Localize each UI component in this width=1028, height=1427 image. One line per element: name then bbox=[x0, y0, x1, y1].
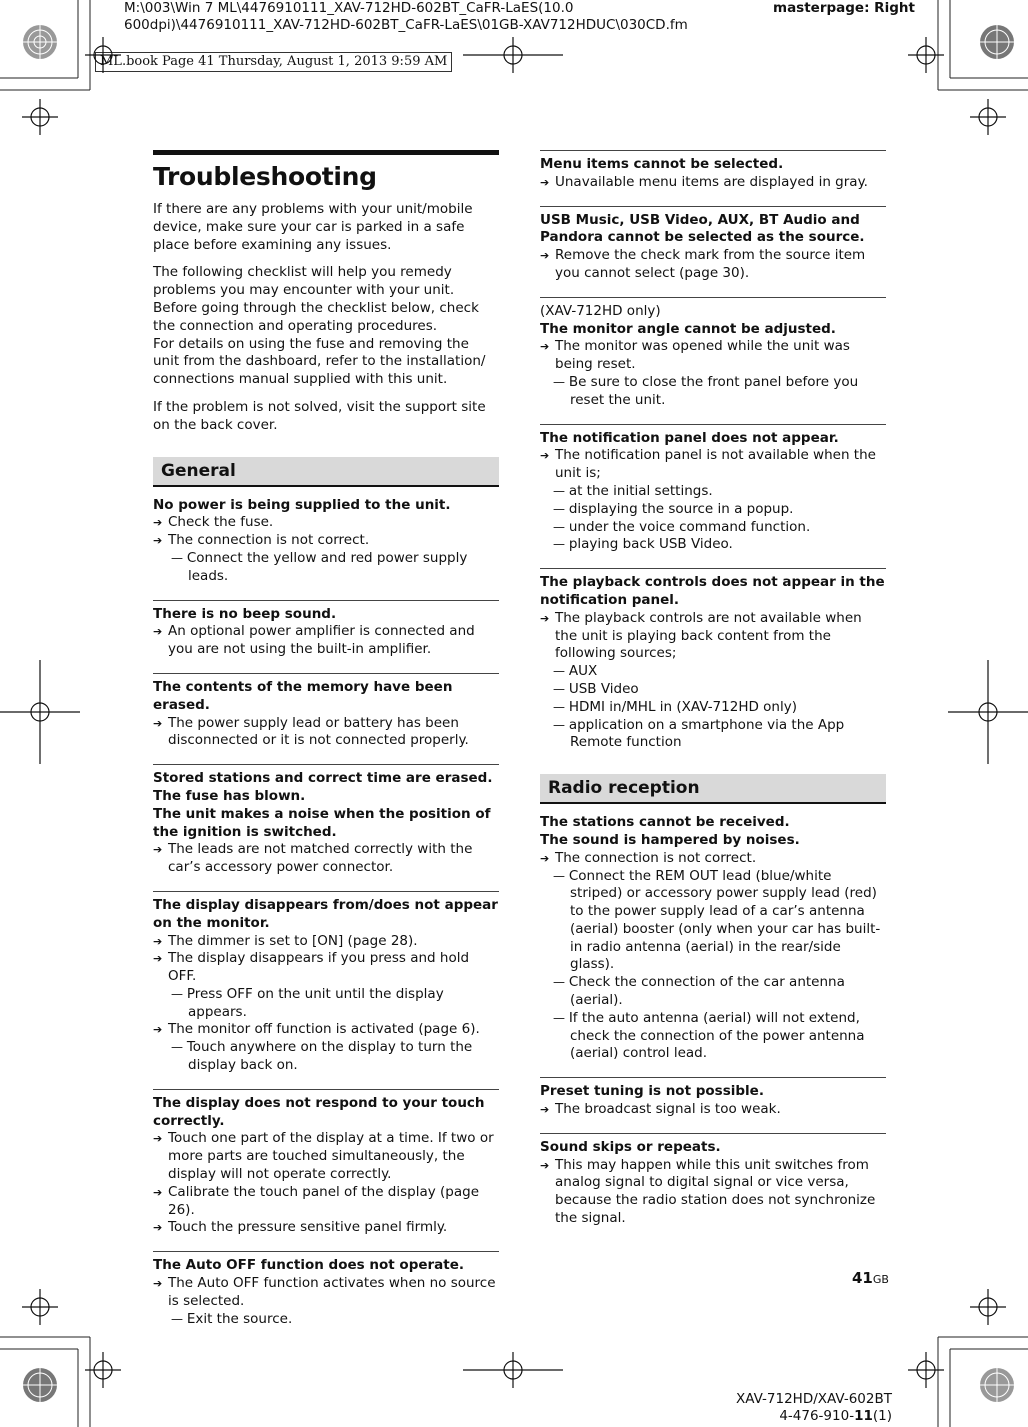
sub-remedy-line: — displaying the source in a popup. bbox=[553, 500, 794, 517]
problem-heading: The playback controls does not appear in the notification panel. bbox=[540, 574, 885, 608]
footer-code: 4-476-910-11(1) bbox=[779, 1408, 892, 1424]
sub-remedy-line: — playing back USB Video. bbox=[553, 536, 733, 553]
arrow-icon: ➔ bbox=[153, 1185, 163, 1199]
sub-remedy-line: — USB Video bbox=[553, 680, 639, 697]
registration-mark bbox=[977, 1365, 1017, 1405]
sub-remedy-line: — HDMI in/MHL in (XAV-712HD only) bbox=[553, 698, 797, 715]
sub-remedy-line: — under the voice command function. bbox=[553, 518, 811, 535]
dash-icon: — bbox=[171, 1311, 187, 1326]
sub-remedy-line: — Connect the REM OUT lead (blue/white striped) or accessory power supply lead (red) to the power supply lead of a car’s antenna (aerial) booster (only when your car has built-in radio antenna (aerial) in the rear/side glass). bbox=[553, 867, 881, 973]
general-items bbox=[153, 497, 499, 1329]
remedy-line: ➔The dimmer is set to [ON] (page 28). bbox=[153, 932, 418, 949]
remedy-line: ➔The monitor was opened while the unit was being reset. bbox=[540, 338, 850, 373]
dash-icon: — bbox=[553, 717, 569, 732]
dash-icon: — bbox=[553, 374, 569, 389]
remedy-line: ➔Remove the check mark from the source item you cannot select (page 30). bbox=[540, 247, 866, 281]
section-heading-radio: Radio reception bbox=[540, 774, 886, 804]
registration-mark bbox=[20, 22, 60, 62]
problem-heading: No power is being supplied to the unit. bbox=[153, 496, 451, 513]
sub-remedy-line: — Be sure to close the front panel before you reset the unit. bbox=[553, 373, 859, 408]
problem-heading: The display disappears from/does not appear on the monitor. bbox=[153, 896, 498, 931]
sub-remedy-line: — Connect the yellow and red power supply leads. bbox=[171, 549, 468, 584]
sub-remedy-line: — If the auto antenna (aerial) will not extend, check the connection of the power antenna (aerial) control lead. bbox=[553, 1009, 865, 1062]
trouble-item bbox=[153, 764, 499, 877]
dash-icon: — bbox=[553, 1010, 569, 1025]
remedy-line: ➔Touch one part of the display at a time. If two or more parts are touched simultaneously, the display will not operate correctly. bbox=[153, 1130, 494, 1183]
trouble-item bbox=[540, 1133, 886, 1228]
arrow-icon: ➔ bbox=[153, 1023, 163, 1037]
arrow-icon: ➔ bbox=[540, 611, 550, 625]
trouble-item bbox=[153, 1251, 499, 1328]
item-model-note: (XAV-712HD only) bbox=[540, 302, 661, 319]
dash-icon: — bbox=[553, 681, 569, 696]
arrow-icon: ➔ bbox=[153, 843, 163, 857]
sub-remedy-line: — at the initial settings. bbox=[553, 482, 713, 499]
intro-paragraph: If the problem is not solved, visit the support site on the back cover. bbox=[153, 398, 486, 433]
book-page-stamp: ML.book Page 41 Thursday, August 1, 2013 9:59 AM bbox=[95, 52, 452, 72]
arrow-icon: ➔ bbox=[153, 625, 163, 639]
remedy-line: ➔Calibrate the touch panel of the display (page 26). bbox=[153, 1183, 480, 1218]
header-masterpage: masterpage: Right bbox=[773, 0, 915, 16]
problem-heading: USB Music, USB Video, AUX, BT Audio and Pandora cannot be selected as the source. bbox=[540, 211, 865, 246]
trouble-item bbox=[540, 814, 886, 1063]
trouble-item bbox=[540, 1077, 886, 1119]
remedy-line: ➔The notification panel is not available when the unit is; bbox=[540, 447, 876, 482]
dash-icon: — bbox=[553, 699, 569, 714]
problem-heading: The monitor angle cannot be adjusted. bbox=[540, 320, 836, 337]
arrow-icon: ➔ bbox=[540, 1103, 550, 1117]
arrow-icon: ➔ bbox=[153, 952, 163, 966]
section-heading-general: General bbox=[153, 457, 499, 487]
left-column bbox=[153, 150, 499, 1328]
remedy-line: ➔The playback controls are not available when the unit is playing back content from the following sources; bbox=[540, 609, 862, 662]
trouble-item bbox=[540, 568, 886, 752]
dash-icon: — bbox=[553, 501, 569, 516]
intro-paragraph: The following checklist will help you remedy problems you may encounter with your unit. Before going through the checklist below, check the connection and operating procedures. For details on using the fuse and removing the unit from the dashboard, refer to the installation/ connections manual supplied with this unit. bbox=[153, 264, 486, 388]
trouble-item bbox=[153, 673, 499, 750]
remedy-line: ➔Unavailable menu items are displayed in gray. bbox=[540, 173, 868, 190]
dash-icon: — bbox=[171, 986, 187, 1001]
dash-icon: — bbox=[553, 868, 569, 883]
arrow-icon: ➔ bbox=[540, 340, 550, 354]
remedy-line: ➔The connection is not correct. bbox=[540, 849, 757, 866]
arrow-icon: ➔ bbox=[153, 516, 163, 530]
problem-heading: Menu items cannot be selected. bbox=[540, 156, 784, 172]
arrow-icon: ➔ bbox=[153, 934, 163, 948]
arrow-icon: ➔ bbox=[153, 1221, 163, 1235]
problem-heading: The Auto OFF function does not operate. bbox=[153, 1257, 465, 1274]
sub-remedy-line: — AUX bbox=[553, 663, 598, 680]
problem-heading: Preset tuning is not possible. bbox=[540, 1083, 764, 1100]
arrow-icon: ➔ bbox=[540, 249, 550, 263]
problem-heading: The notification panel does not appear. bbox=[540, 429, 839, 446]
trouble-item bbox=[540, 424, 886, 555]
sub-remedy-line: — Press OFF on the unit until the display appears. bbox=[171, 985, 444, 1020]
trouble-item bbox=[153, 497, 499, 586]
remedy-line: ➔This may happen while this unit switches from analog signal to digital signal or vice versa, because the radio station does not synchronize the signal. bbox=[540, 1156, 876, 1227]
dash-icon: — bbox=[553, 664, 569, 679]
problem-heading: The display does not respond to your touch correctly. bbox=[153, 1094, 485, 1129]
remedy-line: ➔The Auto OFF function activates when no source is selected. bbox=[153, 1275, 496, 1309]
sub-remedy-line: — Exit the source. bbox=[171, 1310, 293, 1327]
trouble-item bbox=[540, 150, 886, 192]
arrow-icon: ➔ bbox=[540, 449, 550, 463]
remedy-line: ➔The power supply lead or battery has been disconnected or it is not connected properly. bbox=[153, 714, 469, 749]
general-continued-items bbox=[540, 150, 886, 752]
remedy-line: ➔An optional power amplifier is connected and you are not using the built-in amplifier. bbox=[153, 623, 475, 658]
trouble-item bbox=[153, 891, 499, 1075]
radio-items bbox=[540, 814, 886, 1228]
trouble-item bbox=[540, 297, 886, 410]
remedy-line: ➔The broadcast signal is too weak. bbox=[540, 1101, 781, 1118]
sub-remedy-line: — Touch anywhere on the display to turn the display back on. bbox=[171, 1039, 473, 1074]
intro-paragraph: If there are any problems with your unit/mobile device, make sure your car is parked in a safe place before examining any issues. bbox=[153, 201, 473, 253]
remedy-line: ➔The monitor off function is activated (page 6). bbox=[153, 1021, 480, 1038]
remedy-line: ➔Check the fuse. bbox=[153, 514, 274, 531]
registration-mark bbox=[20, 1365, 60, 1405]
dash-icon: — bbox=[553, 537, 569, 552]
page-number: 41GB bbox=[852, 1269, 889, 1287]
trouble-item bbox=[540, 206, 886, 283]
trouble-item bbox=[153, 600, 499, 659]
remedy-line: ➔The display disappears if you press and hold OFF. bbox=[153, 950, 470, 985]
arrow-icon: ➔ bbox=[540, 1158, 550, 1172]
page-title: Troubleshooting bbox=[153, 162, 377, 191]
dash-icon: — bbox=[553, 519, 569, 534]
arrow-icon: ➔ bbox=[153, 534, 163, 548]
arrow-icon: ➔ bbox=[153, 1132, 163, 1146]
arrow-icon: ➔ bbox=[153, 1277, 163, 1291]
problem-heading: Stored stations and correct time are erased. bbox=[153, 770, 493, 787]
footer-model: XAV-712HD/XAV-602BT bbox=[735, 1391, 892, 1407]
remedy-line: ➔The connection is not correct. bbox=[153, 532, 370, 549]
problem-heading: The sound is hampered by noises. bbox=[540, 831, 800, 848]
problem-heading: Sound skips or repeats. bbox=[540, 1138, 721, 1155]
problem-heading: The stations cannot be received. bbox=[540, 814, 790, 831]
title-rule bbox=[153, 150, 499, 155]
dash-icon: — bbox=[171, 1040, 187, 1055]
problem-heading: The unit makes a noise when the position of the ignition is switched. bbox=[153, 805, 491, 840]
arrow-icon: ➔ bbox=[540, 851, 550, 865]
trouble-item bbox=[153, 1089, 499, 1237]
registration-mark bbox=[977, 22, 1017, 62]
footer bbox=[736, 1391, 892, 1425]
remedy-line: ➔Touch the pressure sensitive panel firmly. bbox=[153, 1219, 448, 1236]
sub-remedy-line: — application on a smartphone via the App Remote function bbox=[553, 716, 845, 751]
dash-icon: — bbox=[553, 483, 569, 498]
sub-remedy-line: — Check the connection of the car antenna (aerial). bbox=[553, 974, 845, 1009]
arrow-icon: ➔ bbox=[153, 716, 163, 730]
problem-heading: The contents of the memory have been erased. bbox=[153, 678, 453, 713]
remedy-line: ➔The leads are not matched correctly with the car’s accessory power connector. bbox=[153, 841, 473, 876]
header-file-path: M:\003\Win 7 ML\4476910111_XAV-712HD-602BT_CaFR-LaES(10.0 600dpi)\4476910111_XAV-712HD-602BT_CaFR-LaES\01GB-XAV712HDUC\030CD.fm bbox=[124, 0, 688, 33]
problem-heading: There is no beep sound. bbox=[153, 605, 337, 622]
dash-icon: — bbox=[171, 550, 187, 565]
right-column bbox=[540, 150, 886, 1228]
arrow-icon: ➔ bbox=[540, 175, 550, 189]
dash-icon: — bbox=[553, 975, 569, 990]
problem-heading: The fuse has blown. bbox=[153, 787, 306, 804]
